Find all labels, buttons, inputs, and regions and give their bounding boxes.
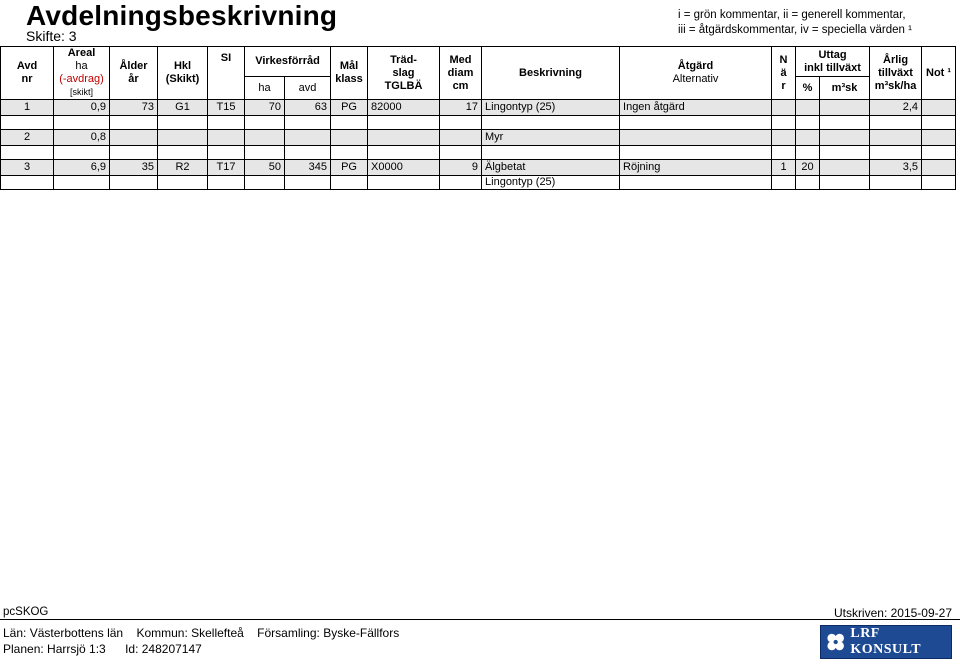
col-uttag-m3: m³sk (820, 77, 870, 100)
col-avd: Avd nr (1, 47, 54, 100)
col-vf-avd: avd (285, 77, 331, 100)
col-mal: Mål klass (331, 47, 368, 100)
legend-line-1: i = grön kommentar, ii = generell kommentar, (678, 9, 906, 21)
footer-plan (3, 642, 212, 656)
page-title: Avdelningsbeskrivning (26, 0, 338, 31)
print-date: Utskriven: 2015-09-27 (833, 606, 952, 620)
footer-planen: Planen: Harrsjö 1:3 (3, 642, 106, 656)
logo-text: LRF KONSULT (850, 626, 922, 657)
table-row: 1 0,9 73 G1 T15 70 63 PG 82000 17 Lingontyp (25) Ingen åtgärd 2,4 (1, 100, 956, 116)
col-alder: Ålder år (110, 47, 158, 100)
table-row-continuation: Lingontyp (25) (1, 176, 956, 190)
col-nar: N ä r (772, 47, 796, 100)
col-virkesforrad: Virkesförråd (245, 47, 331, 77)
logo-clover-icon (825, 631, 846, 653)
footer-forsamling: Församling: Byske-Fällfors (257, 626, 400, 640)
lrf-konsult-logo (820, 625, 952, 659)
legend-line-2: iii = åtgärdskommentar, iv = speciella värden ¹ (678, 24, 912, 36)
col-hkl: Hkl (Skikt) (158, 47, 208, 100)
program-name: pcSKOG (3, 606, 49, 618)
table-row: 2 0,8 Myr (1, 130, 956, 146)
col-si: SI (208, 47, 245, 100)
page-footer (0, 604, 960, 664)
footer-divider (0, 619, 960, 620)
col-uttag-pct: % (796, 77, 820, 100)
col-tradslag: Träd- slag TGLBÄ (368, 47, 440, 100)
comment-legend (678, 8, 912, 38)
footer-location (3, 626, 409, 640)
footer-kommun: Kommun: Skellefteå (136, 626, 244, 640)
col-med: Med diam cm (440, 47, 482, 100)
description-table (0, 46, 956, 190)
col-areal: Areal ha (-avdrag) [skikt] (54, 47, 110, 100)
col-vf-ha: ha (245, 77, 285, 100)
footer-id: Id: 248207147 (125, 642, 202, 656)
footer-lan: Län: Västerbottens län (3, 626, 124, 640)
table-row-spacer (1, 146, 956, 160)
skifte-label: Skifte: 3 (26, 28, 77, 44)
col-atgard: Åtgärd Alternativ (620, 47, 772, 100)
table-row-spacer (1, 116, 956, 130)
col-not: Not ¹ (922, 47, 956, 100)
col-arlig: Årlig tillväxt m³sk/ha (870, 47, 922, 100)
table-row: 3 6,9 35 R2 T17 50 345 PG X0000 9 Älgbetat Röjning 1 20 3,5 (1, 160, 956, 176)
col-uttag: Uttag inkl tillväxt (796, 47, 870, 77)
col-beskrivning: Beskrivning (482, 47, 620, 100)
